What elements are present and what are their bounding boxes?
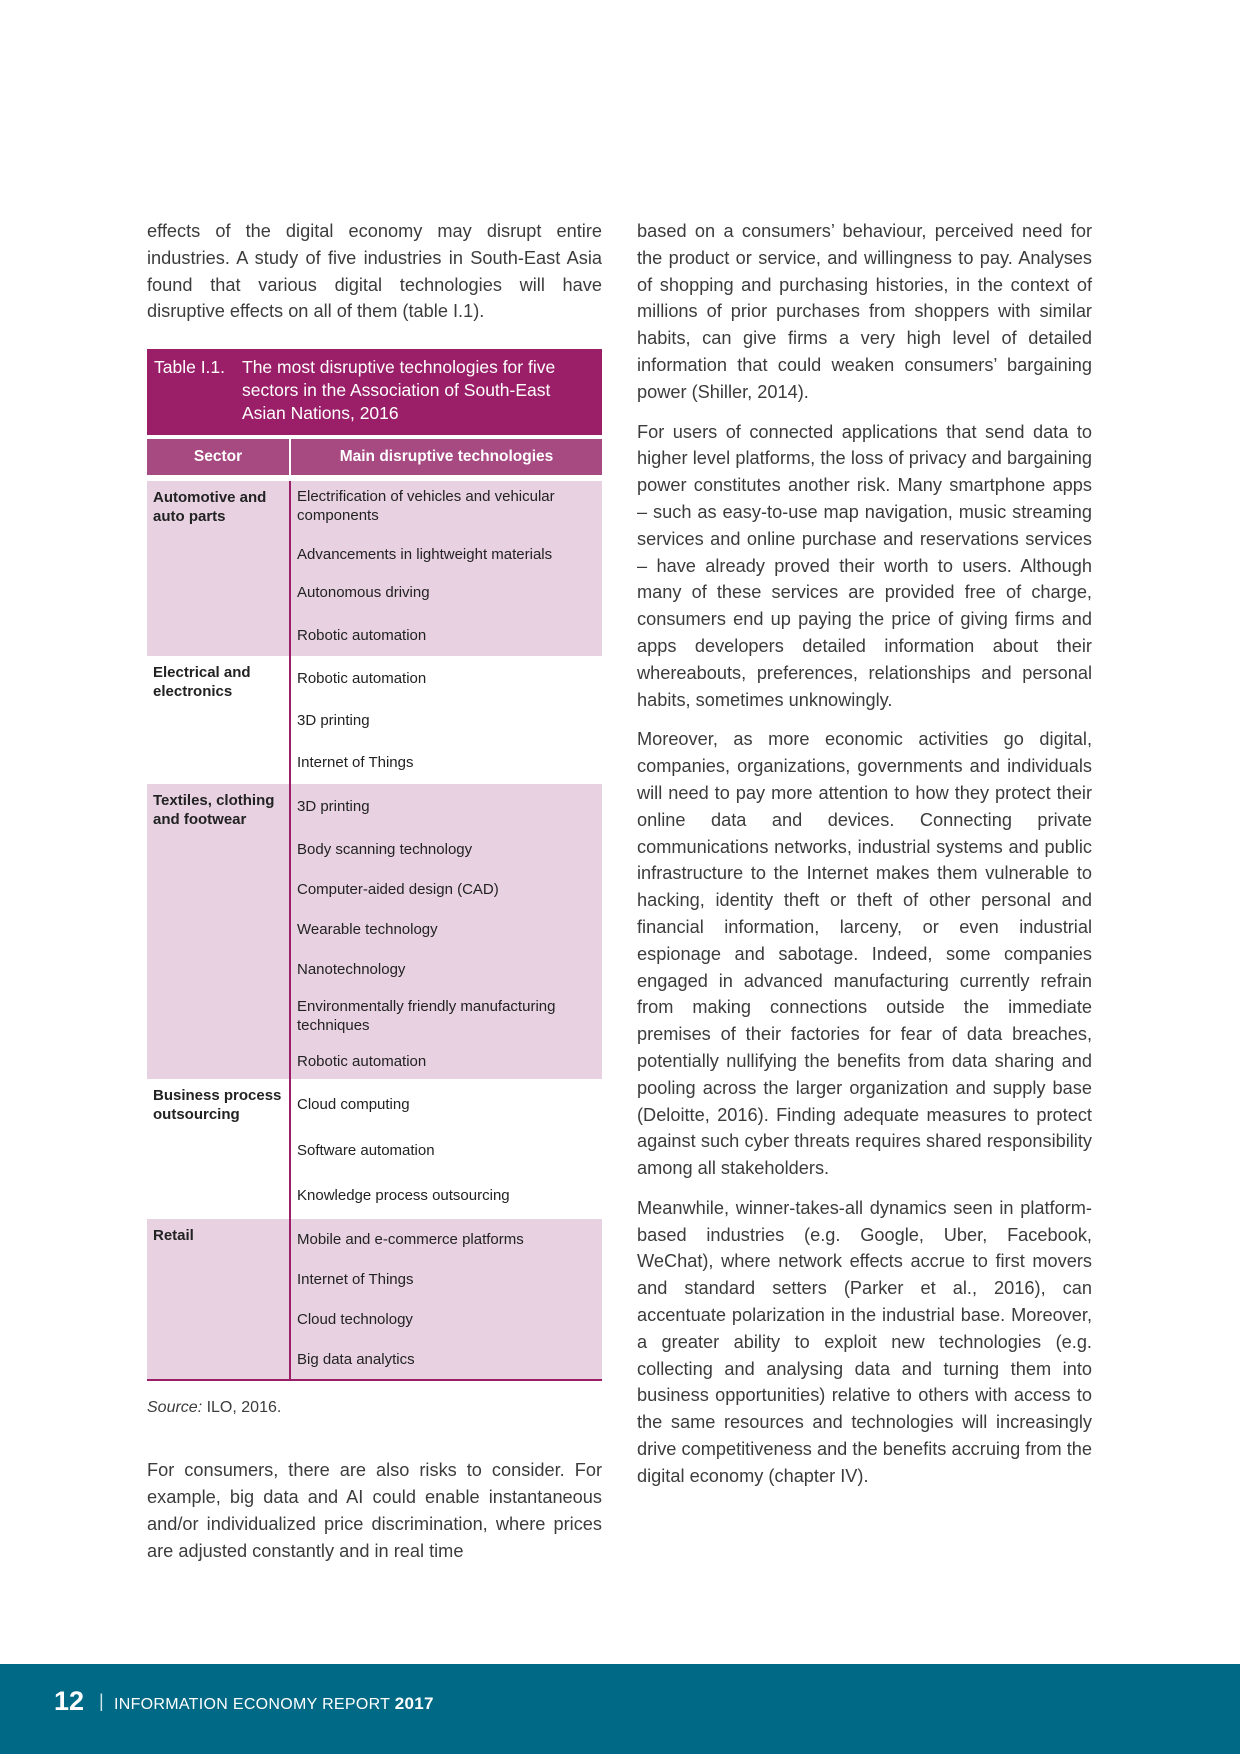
- technology-cell: Wearable technology: [297, 920, 438, 938]
- table-number: Table I.1.: [154, 357, 226, 378]
- column-header-sector: Sector: [147, 439, 290, 478]
- technology-cell: Robotic automation: [297, 626, 427, 644]
- technology-cell: Internet of Things: [297, 753, 414, 771]
- paragraph: For users of connected applications that send data to higher level platforms, the loss of privacy and bargaining power constitutes another risk. Many smartphone apps – such as easy-to-use map navigation, music streaming services and online purchase and reservations services – have already proved their worth to users. Although many of these services are provided free of charge, consumers end up paying the price of giving firms and apps developers detailed information about their whereabouts, preferences, relationships and personal habits, sometimes unknowingly.: [637, 421, 1092, 710]
- paragraph: Moreover, as more economic activities go digital, companies, organizations, governments and individuals will need to pay more attention to how they protect their online data and devices. Connecting private communications networks, industrial systems and public infrastructure to the Internet makes them vulnerable to hacking, identity theft or theft of other personal and financial information, larceny, or even industrial espionage and sabotage. Indeed, some companies engaged in advanced manufacturing currently refrain from making connections outside the immediate premises of their factories for fear of data breaches, potentially nullifying the benefits from data sharing and pooling across the larger organization and supply base (Deloitte, 2016). Finding adequate measures to protect against such cyber threats requires shared responsibility among all stakeholders.: [637, 729, 1092, 1179]
- technology-cell: Knowledge process outsourcing: [297, 1186, 510, 1204]
- technology-cell: Robotic automation: [297, 669, 427, 687]
- report-name: INFORMATION ECONOMY REPORT: [114, 1696, 395, 1713]
- disruptive-technologies-table: [147, 349, 602, 1381]
- technology-cell: Robotic automation: [297, 1052, 427, 1070]
- technology-cell: Mobile and e-commerce platforms: [297, 1230, 524, 1248]
- technology-cell: Cloud computing: [297, 1095, 410, 1113]
- report-title: [114, 1694, 434, 1714]
- page-number: 12: [54, 1686, 85, 1716]
- technology-cell: 3D printing: [297, 798, 370, 816]
- table-row: [147, 1079, 602, 1129]
- technology-cell: Software automation: [297, 1141, 435, 1159]
- column-header-technologies: Main disruptive technologies: [290, 439, 602, 478]
- technology-cell: Autonomous driving: [297, 584, 430, 602]
- right-column: [637, 218, 1092, 1503]
- paragraph: Meanwhile, winner-takes-all dynamics seen in platform-based industries (e.g. Google, Uber, Facebook, WeChat), where network effects accrue to first movers and standard setters (Parker et al., 2016), can accentuate polarization in the industrial base. Moreover, a greater ability to exploit new technologies (e.g. collecting and analysing data and turning them into business opportunities) relative to others with access to the same resources and technologies will increasingly drive competitiveness and the benefits accruing from the digital economy (chapter IV).: [637, 1197, 1092, 1486]
- technology-cell: Big data analytics: [297, 1350, 415, 1368]
- table-title: The most disruptive technologies for five sectors in the Association of South-East Asian Nations, 2016: [242, 357, 556, 424]
- table-source: [147, 1399, 602, 1417]
- after-table-text: [147, 1457, 602, 1564]
- sector-cell: Electrical and electronics: [147, 656, 290, 784]
- table-row: [147, 656, 602, 700]
- technology-cell: Nanotechnology: [297, 960, 406, 978]
- table-body: [147, 439, 602, 1381]
- source-text: ILO, 2016.: [202, 1399, 282, 1417]
- report-year: 2017: [394, 1694, 434, 1713]
- table-row: [147, 478, 602, 537]
- sector-cell: Retail: [147, 1219, 290, 1380]
- footer-separator: |: [99, 1691, 104, 1711]
- technology-cell: Advancements in lightweight materials: [297, 545, 553, 563]
- closing-paragraph: For consumers, there are also risks to consider. For example, big data and AI could enable instantaneous and/or individualized price discrimination, where prices are adjusted constantly and in real time: [147, 1460, 602, 1561]
- sector-cell: Automotive and auto parts: [147, 478, 290, 656]
- technology-cell: Computer-aided design (CAD): [297, 880, 499, 898]
- technology-cell: Environmentally friendly manufacturing techniques: [297, 998, 556, 1035]
- paragraph: based on a consumers’ behaviour, perceived need for the product or service, and willingness to pay. Analyses of shopping and purchasing histories, in the context of millions of prior purchases from shoppers with similar habits, can give firms a very high level of detailed information that could weaken consumers’ bargaining power (Shiller, 2014).: [637, 221, 1092, 402]
- table-caption: [147, 349, 602, 439]
- page-footer: [0, 1664, 1240, 1754]
- intro-paragraph: effects of the digital economy may disrupt entire industries. A study of five industries in South-East Asia found that various digital technologies will have disruptive effects on all of them (table I.1).: [147, 221, 602, 322]
- sector-cell: Business process outsourcing: [147, 1079, 290, 1219]
- technology-cell: Body scanning technology: [297, 840, 473, 858]
- sector-cell: Textiles, clothing and footwear: [147, 784, 290, 1079]
- left-column: [147, 218, 602, 1577]
- technology-cell: Internet of Things: [297, 1270, 414, 1288]
- table-row: [147, 784, 602, 829]
- table-row: [147, 1219, 602, 1259]
- source-label: Source:: [147, 1399, 203, 1417]
- technology-cell: 3D printing: [297, 711, 370, 729]
- technology-cell: Cloud technology: [297, 1310, 413, 1328]
- technology-cell: Electrification of vehicles and vehicular components: [297, 488, 555, 525]
